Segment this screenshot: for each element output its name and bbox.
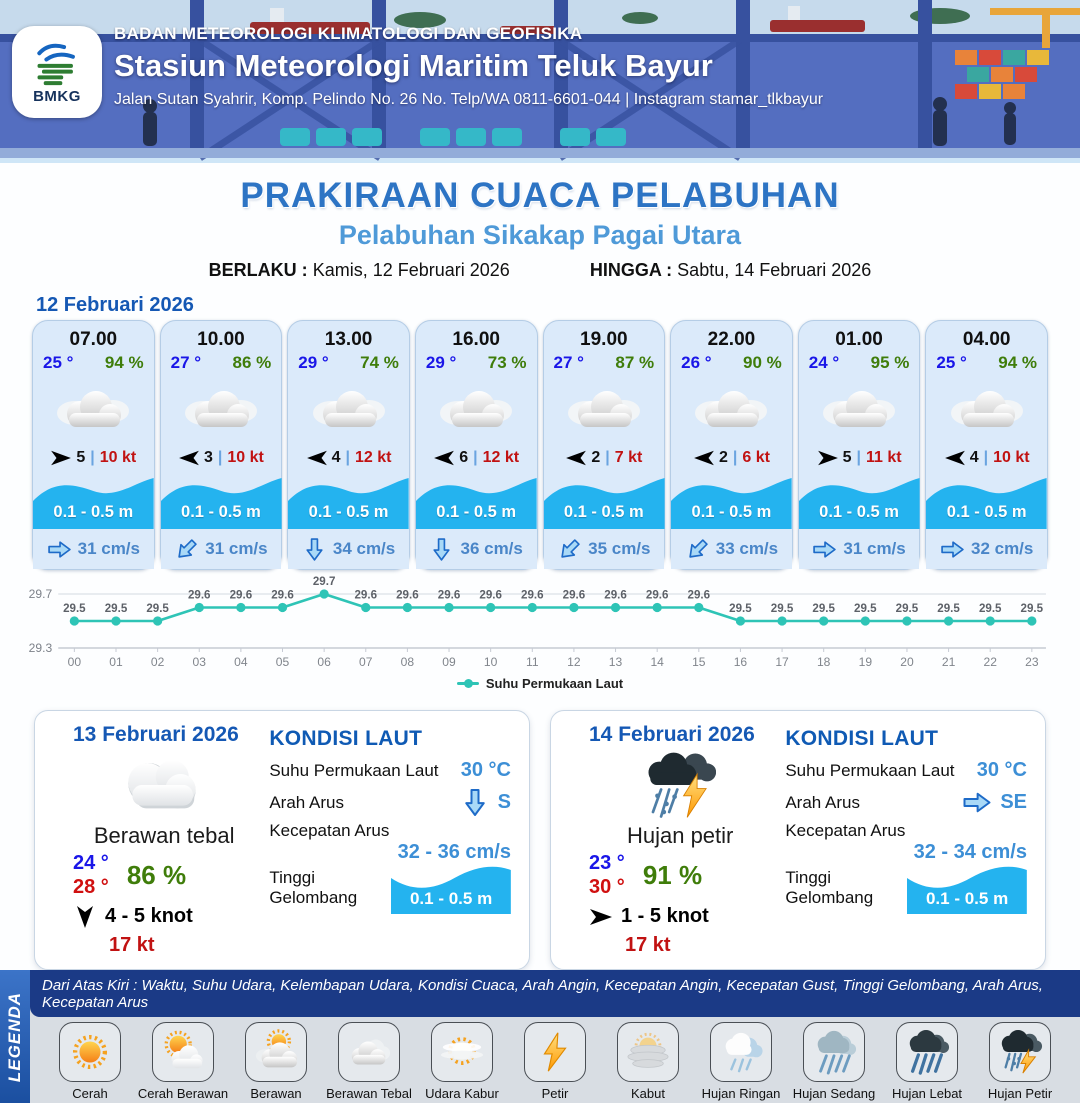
svg-text:29.5: 29.5 [104, 603, 128, 615]
svg-text:29.5: 29.5 [978, 603, 1002, 615]
gust-value: 10 kt [99, 449, 137, 466]
legend-icon-box [245, 1022, 307, 1082]
wind-speed-value: 5 [76, 449, 86, 466]
legend-item [695, 1022, 787, 1101]
current-speed-label: Kecepatan Arus [785, 821, 906, 840]
panel-weather-icon [625, 749, 735, 821]
legend-weather-icon [625, 1029, 671, 1075]
svg-text:06: 06 [317, 655, 331, 669]
weather-icon [947, 383, 1027, 435]
current-speed-value: 34 cm/s [332, 539, 396, 558]
current-direction-icon [553, 533, 586, 566]
legend-icon-box [59, 1022, 121, 1082]
wind-speed-value: 2 [591, 449, 601, 466]
valid-to-value: Sabtu, 14 Februari 2026 [677, 260, 872, 280]
wave-height-value: 0.1 - 0.5 m [563, 503, 644, 521]
day-panel [34, 710, 530, 970]
weather-icon [309, 383, 389, 435]
sea-wave-graphic [391, 862, 511, 914]
valid-to-label: HINGGA : [589, 260, 673, 280]
sea-conditions [255, 723, 513, 957]
legend-item [509, 1022, 601, 1101]
wind-speed-value: 3 [204, 449, 213, 466]
valid-from-label: BERLAKU : [208, 260, 308, 280]
svg-text:14: 14 [650, 655, 664, 669]
weather-icon [181, 383, 261, 435]
separator: | [983, 449, 989, 466]
legend-icon-box [896, 1022, 958, 1082]
panel-weather-icon [109, 749, 219, 821]
wave-height-band [544, 471, 665, 529]
sea-current-direction-icon [962, 790, 992, 815]
legend-weather-icon [904, 1029, 950, 1075]
svg-text:29.6: 29.6 [645, 589, 669, 602]
wave-height-value: 0.1 - 0.5 m [308, 503, 389, 521]
wave-height-value: 0.1 - 0.5 m [53, 503, 134, 521]
agency-name: BADAN METEOROLOGI KLIMATOLOGI DAN GEOFISIKA [114, 24, 583, 43]
chart-legend-label: Suhu Permukaan Laut [485, 676, 624, 691]
wind-direction-icon [50, 449, 72, 467]
svg-text:10: 10 [483, 655, 498, 669]
svg-text:29.7: 29.7 [312, 576, 336, 588]
wind-speed-value: 4 [969, 449, 979, 466]
page-subtitle: Pelabuhan Sikakap Pagai Utara [338, 220, 742, 250]
current-direction-label: Arah Arus [269, 792, 344, 812]
bmkg-logo [12, 26, 102, 118]
svg-text:29.5: 29.5 [146, 603, 169, 615]
current-speed-value: 31 cm/s [77, 539, 140, 558]
sea-current-speed-value: 32 - 34 cm/s [913, 841, 1027, 863]
svg-text:17: 17 [775, 655, 789, 669]
temp-min-value: 24 ° [73, 852, 109, 874]
legend-weather-icon [160, 1029, 206, 1075]
wave-height-value: 0.1 - 0.5 m [691, 503, 772, 521]
time-label: 10.00 [197, 329, 245, 350]
legend-item-label: Udara Kabur [425, 1086, 499, 1101]
current-speed-value: 32 cm/s [970, 539, 1034, 558]
panel-date: 13 Februari 2026 [73, 723, 239, 746]
separator: | [732, 449, 738, 466]
weather-icon [691, 383, 771, 435]
time-label: 07.00 [69, 329, 118, 350]
sea-wave-graphic [907, 862, 1027, 914]
condition-label: Berawan tebal [93, 823, 235, 848]
validity-row [0, 260, 1080, 281]
panel-humidity-value: 91 % [642, 859, 703, 890]
svg-text:12: 12 [567, 655, 581, 669]
wind-speed-value: 4 [331, 449, 341, 466]
sst-value: 30 °C [460, 759, 511, 781]
sea-current-speed-value: 32 - 36 cm/s [397, 841, 511, 863]
legend-title: LEGENDA [5, 991, 24, 1082]
forecast-date: 12 Februari 2026 [36, 294, 194, 316]
legend-description: Dari Atas Kiri : Waktu, Suhu Udara, Kelembapan Udara, Kondisi Cuaca, Arah Angin, Kecepatan Angin, Kecepatan Gust, Tinggi Gelombang, Arah Arus, Kecepatan Arus [30, 970, 1080, 1017]
legend-item [788, 1022, 880, 1101]
separator: | [473, 449, 478, 466]
forecast-card [798, 320, 921, 570]
svg-text:16: 16 [733, 655, 748, 669]
svg-text:22: 22 [983, 655, 997, 669]
humidity-value: 94 % [998, 353, 1037, 372]
svg-text:29.6: 29.6 [229, 589, 253, 602]
current-speed-value: 36 cm/s [460, 539, 523, 558]
legend-weather-icon [67, 1029, 113, 1075]
temperature-value: 29 ° [298, 353, 329, 372]
legend-icon-box [710, 1022, 772, 1082]
svg-text:29.6: 29.6 [271, 589, 294, 602]
svg-text:29.7: 29.7 [28, 587, 53, 601]
svg-text:29.6: 29.6 [562, 589, 586, 602]
svg-text:21: 21 [941, 655, 956, 669]
svg-text:11: 11 [526, 655, 539, 669]
wave-height-value: 0.1 - 0.5 m [819, 503, 899, 521]
wind-speed-value: 2 [718, 449, 728, 466]
humidity-value: 86 % [232, 353, 272, 372]
legend-item-label: Cerah Berawan [137, 1086, 229, 1101]
wave-height-label: Tinggi Gelombang [785, 868, 874, 907]
weather-icon [819, 383, 899, 435]
panel-humidity-value: 86 % [126, 859, 187, 890]
condition-label: Hujan petir [626, 823, 734, 848]
current-direction-icon [812, 539, 837, 560]
current-direction-icon [681, 533, 714, 566]
header [0, 0, 1080, 158]
separator: | [856, 449, 861, 466]
humidity-value: 90 % [743, 353, 782, 372]
legend-icon-box [338, 1022, 400, 1082]
current-direction-icon [304, 537, 325, 562]
svg-text:29.6: 29.6 [437, 589, 461, 602]
wave-height-label: Tinggi Gelombang [269, 868, 358, 907]
panel-wind-direction-icon [75, 905, 95, 929]
legend-weather-icon [532, 1029, 578, 1075]
svg-text:29.6: 29.6 [479, 589, 502, 602]
day-panel [550, 710, 1046, 970]
gust-value: 6 kt [742, 449, 770, 466]
weather-icon [564, 383, 644, 435]
svg-text:29.5: 29.5 [895, 603, 919, 615]
wind-direction-icon [178, 449, 200, 467]
gust-value: 7 kt [614, 449, 643, 466]
wave-height-value: 0.1 - 0.5 m [946, 503, 1027, 521]
time-label: 13.00 [324, 329, 373, 350]
legend-item [323, 1022, 415, 1101]
humidity-value: 95 % [870, 353, 910, 372]
gust-value: 11 kt [865, 449, 902, 466]
legend-item-label: Hujan Sedang [792, 1086, 876, 1101]
bmkg-emblem-icon [29, 40, 85, 86]
forecast-card [160, 320, 283, 570]
humidity-value: 73 % [487, 353, 527, 372]
separator: | [605, 449, 610, 466]
current-direction-label: Arah Arus [785, 792, 860, 812]
humidity-value: 74 % [360, 353, 399, 372]
wave-height-value: 0.1 - 0.5 m [436, 503, 517, 521]
legend-item-label: Kabut [631, 1086, 665, 1101]
time-label: 04.00 [962, 329, 1011, 350]
svg-text:05: 05 [275, 655, 290, 669]
sst-value: 30 °C [976, 759, 1027, 781]
sea-wave-height-value: 0.1 - 0.5 m [409, 889, 493, 908]
svg-text:29.5: 29.5 [854, 603, 877, 615]
humidity-value: 94 % [104, 353, 144, 372]
separator: | [217, 449, 223, 466]
legend-item [230, 1022, 322, 1101]
wind-direction-icon [306, 449, 328, 467]
gust-value: 12 kt [355, 449, 392, 466]
svg-text:20: 20 [900, 655, 914, 669]
temperature-value: 24 ° [808, 353, 840, 372]
wind-direction-icon [944, 449, 966, 467]
chart-legend-marker-icon [457, 682, 479, 685]
wind-speed-value: 6 [459, 449, 469, 466]
svg-text:29.5: 29.5 [812, 603, 835, 615]
gust-value: 10 kt [993, 449, 1030, 466]
sea-current-direction-icon [462, 788, 487, 818]
forecast-card [32, 320, 155, 570]
weather-icon [436, 383, 516, 435]
legend-item-label: Petir [541, 1086, 569, 1101]
svg-text:01: 01 [109, 655, 123, 669]
title-block [0, 163, 1080, 292]
forecast-card [543, 320, 666, 570]
svg-text:29.3: 29.3 [28, 641, 53, 655]
current-direction-icon [170, 533, 203, 566]
svg-text:29.5: 29.5 [63, 603, 86, 615]
forecast-card [925, 320, 1048, 570]
temperature-value: 25 ° [43, 353, 74, 372]
legend-icon-box [989, 1022, 1051, 1082]
temperature-value: 27 ° [553, 353, 584, 372]
chart-legend [28, 676, 1052, 691]
sst-label: Suhu Permukaan Laut [269, 760, 439, 780]
panel-date: 14 Februari 2026 [589, 723, 755, 746]
forecast-card [287, 320, 410, 570]
wave-height-band [799, 471, 920, 529]
wave-height-band [671, 471, 792, 529]
temp-max-value: 30 ° [589, 876, 625, 898]
legend-item [416, 1022, 508, 1101]
svg-text:29.6: 29.6 [187, 589, 211, 602]
svg-text:29.5: 29.5 [770, 603, 794, 615]
gust-value: 12 kt [482, 449, 520, 466]
svg-text:29.5: 29.5 [729, 603, 752, 615]
legend-item [137, 1022, 229, 1101]
legend-icon-box [617, 1022, 679, 1082]
legend-weather-icon [997, 1029, 1043, 1075]
current-speed-value: 33 cm/s [715, 539, 779, 558]
svg-text:29.6: 29.6 [396, 589, 419, 602]
svg-text:03: 03 [192, 655, 206, 669]
wave-height-band [288, 471, 409, 529]
svg-text:29.6: 29.6 [354, 589, 378, 602]
svg-text:29.6: 29.6 [604, 589, 627, 602]
legend-icon-box [152, 1022, 214, 1082]
wind-direction-icon [565, 449, 587, 467]
station-address: Jalan Sutan Syahrir, Komp. Pelindo No. 26 No. Telp/WA 0811-6601-044 | Instagram stamar_tlkbayur [114, 91, 824, 108]
forecast-card [670, 320, 793, 570]
current-direction-text: S [497, 791, 511, 813]
current-speed-label: Kecepatan Arus [269, 821, 390, 840]
temperature-value: 26 ° [681, 353, 712, 372]
wave-height-band [416, 471, 537, 529]
legend-weather-icon [811, 1029, 857, 1075]
legend-title-bar [0, 970, 30, 1103]
forecast-card [415, 320, 538, 570]
bmkg-logo-text: BMKG [33, 87, 81, 105]
svg-text:08: 08 [400, 655, 415, 669]
svg-text:29.5: 29.5 [1020, 603, 1044, 615]
wind-direction-icon [693, 449, 715, 467]
svg-text:29.5: 29.5 [937, 603, 960, 615]
svg-text:09: 09 [442, 655, 456, 669]
legend-item [44, 1022, 136, 1101]
page-title: PRAKIRAAN CUACA PELABUHAN [240, 176, 840, 215]
temperature-value: 29 ° [425, 353, 457, 372]
svg-text:02: 02 [150, 655, 165, 669]
wind-range-value: 4 - 5 knot [105, 905, 193, 927]
time-label: 01.00 [835, 329, 883, 350]
humidity-value: 87 % [615, 353, 655, 372]
time-label: 16.00 [452, 329, 500, 350]
legend-item-label: Hujan Ringan [701, 1086, 781, 1101]
current-speed-value: 35 cm/s [588, 539, 651, 558]
hourly-forecast-row [0, 320, 1080, 570]
legend-weather-icon [439, 1029, 485, 1075]
sea-conditions [771, 723, 1029, 957]
wave-height-band [926, 471, 1047, 529]
svg-text:04: 04 [234, 655, 248, 669]
legend-item-label: Hujan Petir [987, 1086, 1053, 1101]
current-speed-value: 31 cm/s [205, 539, 268, 558]
legend-icon-box [803, 1022, 865, 1082]
legend-icon-box [524, 1022, 586, 1082]
wind-speed-value: 5 [842, 449, 852, 466]
temperature-value: 25 ° [936, 353, 967, 372]
current-direction-icon [47, 539, 72, 560]
wind-direction-icon [433, 449, 455, 467]
svg-text:18: 18 [816, 655, 831, 669]
sea-wave-height-value: 0.1 - 0.5 m [925, 889, 1009, 908]
legend-item-label: Hujan Lebat [891, 1086, 963, 1101]
legend-item [602, 1022, 694, 1101]
svg-text:19: 19 [858, 655, 873, 669]
sea-conditions-heading: KONDISI LAUT [785, 727, 939, 750]
legend-icon-box [431, 1022, 493, 1082]
wave-height-value: 0.1 - 0.5 m [181, 503, 261, 521]
legend-items-row [30, 1017, 1080, 1103]
panel-gust-value: 17 kt [625, 934, 671, 956]
wave-height-band [33, 471, 154, 529]
svg-text:23: 23 [1025, 655, 1039, 669]
separator: | [345, 449, 351, 466]
legend-bar [0, 970, 1080, 1103]
sea-conditions-heading: KONDISI LAUT [269, 727, 423, 750]
sst-chart-plot [28, 574, 1052, 674]
svg-text:07: 07 [359, 655, 373, 669]
wind-range-value: 1 - 5 knot [621, 905, 709, 927]
legend-item-label: Berawan [250, 1086, 302, 1101]
svg-text:29.6: 29.6 [687, 589, 711, 602]
gust-value: 10 kt [227, 449, 264, 466]
valid-from-value: Kamis, 12 Februari 2026 [312, 260, 510, 280]
legend-weather-icon [346, 1029, 392, 1075]
svg-text:29.6: 29.6 [521, 589, 544, 602]
wind-direction-icon [817, 449, 839, 467]
legend-weather-icon [253, 1029, 299, 1075]
temp-min-value: 23 ° [589, 852, 625, 874]
legend-item-label: Cerah [72, 1086, 108, 1101]
temp-max-value: 28 ° [73, 876, 109, 898]
legend-weather-icon [718, 1029, 764, 1075]
sst-chart [0, 570, 1080, 700]
time-label: 22.00 [707, 329, 756, 350]
wave-height-band [161, 471, 282, 529]
sst-label: Suhu Permukaan Laut [785, 760, 955, 780]
time-label: 19.00 [580, 329, 628, 350]
separator: | [90, 449, 95, 466]
panel-gust-value: 17 kt [109, 934, 155, 956]
current-speed-value: 31 cm/s [843, 539, 906, 558]
svg-text:13: 13 [608, 655, 623, 669]
legend-item [974, 1022, 1066, 1101]
current-direction-icon [940, 539, 965, 560]
station-name: Stasiun Meteorologi Maritim Teluk Bayur [114, 48, 713, 83]
panel-wind-direction-icon [589, 907, 613, 927]
legend-item [881, 1022, 973, 1101]
svg-text:00: 00 [67, 655, 82, 669]
current-direction-text: SE [1000, 791, 1027, 813]
svg-text:15: 15 [692, 655, 706, 669]
legend-item-label: Berawan Tebal [326, 1086, 412, 1101]
temperature-value: 27 ° [170, 353, 202, 372]
current-direction-icon [431, 537, 452, 562]
weather-icon [53, 383, 133, 435]
day-panels-row [34, 710, 1046, 970]
